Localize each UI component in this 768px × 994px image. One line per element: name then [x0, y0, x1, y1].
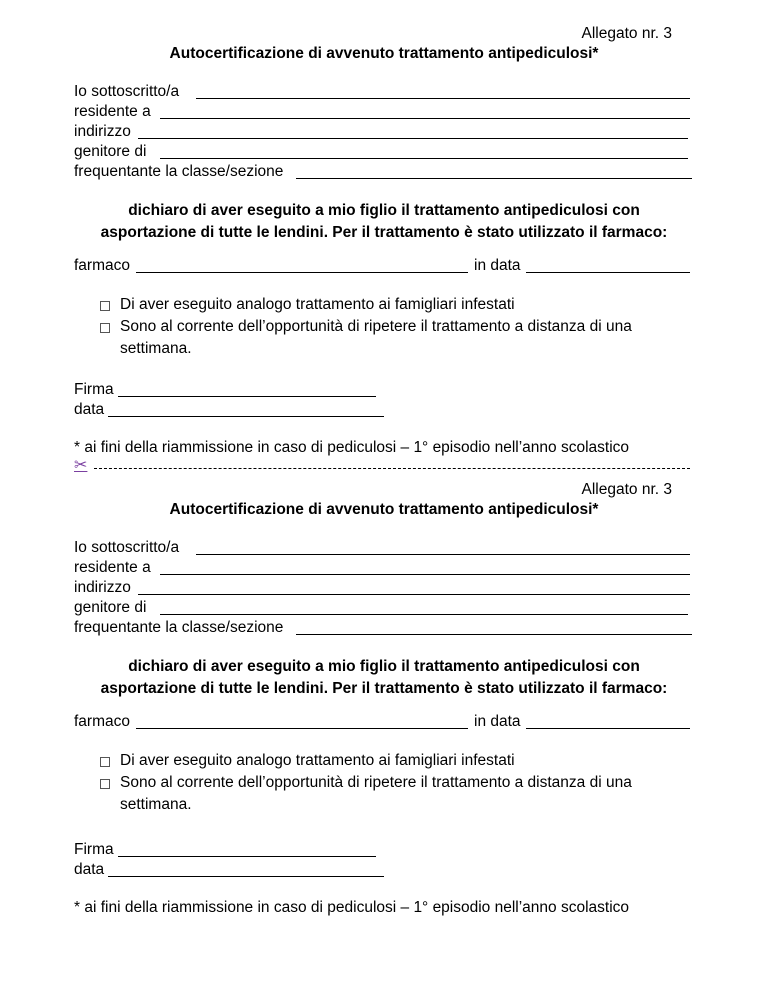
firma-label: Firma	[74, 381, 114, 398]
footnote: * ai fini della riammissione in caso di pediculosi – 1° episodio nell’anno scolastico	[74, 439, 630, 456]
field-residente[interactable]	[74, 558, 694, 578]
blank-line	[160, 614, 688, 615]
form-title: Autocertificazione di avvenuto trattamento antipediculosi*	[169, 45, 599, 62]
checkbox[interactable]	[100, 301, 110, 311]
checkbox[interactable]	[100, 323, 110, 333]
blank-line	[196, 98, 690, 99]
firma-row	[74, 840, 384, 860]
field-classe[interactable]	[74, 618, 694, 638]
blank-line	[138, 138, 688, 139]
check-text: Sono al corrente dell’opportunità di ripetere il trattamento a distanza di una settimana.	[120, 318, 632, 357]
field-genitore[interactable]	[74, 598, 694, 618]
data-input[interactable]	[108, 876, 384, 877]
blank-line	[138, 594, 690, 595]
field-label: genitore di	[74, 599, 147, 616]
firma-label: Firma	[74, 841, 114, 858]
cut-line	[74, 457, 690, 476]
field-label: genitore di	[74, 143, 147, 160]
farmaco-row	[74, 712, 694, 732]
farmaco-label: farmaco	[74, 257, 130, 274]
farmaco-label: farmaco	[74, 713, 130, 730]
data-input[interactable]	[108, 416, 384, 417]
checkbox[interactable]	[100, 779, 110, 789]
check-text: Di aver eseguito analogo trattamento ai famigliari infestati	[120, 296, 515, 313]
farmaco-input[interactable]	[136, 272, 468, 273]
checkbox[interactable]	[100, 757, 110, 767]
in-data-label: in data	[474, 713, 521, 730]
field-classe[interactable]	[74, 162, 694, 182]
data-row	[74, 400, 394, 420]
allegato-label: Allegato nr. 3	[581, 25, 672, 42]
personal-fields	[74, 82, 694, 182]
firma-input[interactable]	[118, 856, 376, 857]
field-indirizzo[interactable]	[74, 122, 694, 142]
field-genitore[interactable]	[74, 142, 694, 162]
field-label: indirizzo	[74, 123, 131, 140]
declaration	[74, 656, 694, 700]
check-text: Di aver eseguito analogo trattamento ai famigliari infestati	[120, 752, 515, 769]
dashed-divider	[94, 468, 690, 469]
firma-input[interactable]	[118, 396, 376, 397]
blank-line	[296, 634, 692, 635]
field-label: frequentante la classe/sezione	[74, 163, 284, 180]
field-label: frequentante la classe/sezione	[74, 619, 284, 636]
blank-line	[160, 574, 690, 575]
form-title: Autocertificazione di avvenuto trattamento antipediculosi*	[169, 501, 599, 518]
footnote: * ai fini della riammissione in caso di pediculosi – 1° episodio nell’anno scolastico	[74, 899, 630, 916]
in-data-input[interactable]	[526, 728, 690, 729]
field-sottoscritto[interactable]	[74, 82, 694, 102]
in-data-input[interactable]	[526, 272, 690, 273]
declaration-line: dichiaro di aver eseguito a mio figlio il trattamento antipediculosi con	[128, 202, 640, 219]
firma-row	[74, 380, 384, 400]
blank-line	[196, 554, 690, 555]
declaration-line: asportazione di tutte le lendini. Per il trattamento è stato utilizzato il farmaco:	[100, 680, 668, 697]
data-row	[74, 860, 394, 880]
field-label: Io sottoscritto/a	[74, 539, 180, 556]
data-label: data	[74, 401, 105, 418]
declaration-line: dichiaro di aver eseguito a mio figlio il trattamento antipediculosi con	[128, 658, 640, 675]
declaration-line: asportazione di tutte le lendini. Per il trattamento è stato utilizzato il farmaco:	[100, 224, 668, 241]
field-label: Io sottoscritto/a	[74, 83, 180, 100]
blank-line	[160, 118, 690, 119]
field-label: indirizzo	[74, 579, 131, 596]
field-indirizzo[interactable]	[74, 578, 694, 598]
in-data-label: in data	[474, 257, 521, 274]
field-label: residente a	[74, 103, 151, 120]
blank-line	[160, 158, 688, 159]
personal-fields	[74, 538, 694, 638]
blank-line	[296, 178, 692, 179]
check-text: Sono al corrente dell’opportunità di ripetere il trattamento a distanza di una settimana.	[120, 774, 632, 813]
allegato-label: Allegato nr. 3	[581, 481, 672, 498]
declaration	[74, 200, 694, 244]
field-label: residente a	[74, 559, 151, 576]
farmaco-row	[74, 256, 694, 276]
field-sottoscritto[interactable]	[74, 538, 694, 558]
field-residente[interactable]	[74, 102, 694, 122]
scissors-icon: ✂	[74, 457, 88, 474]
farmaco-input[interactable]	[136, 728, 468, 729]
data-label: data	[74, 861, 105, 878]
